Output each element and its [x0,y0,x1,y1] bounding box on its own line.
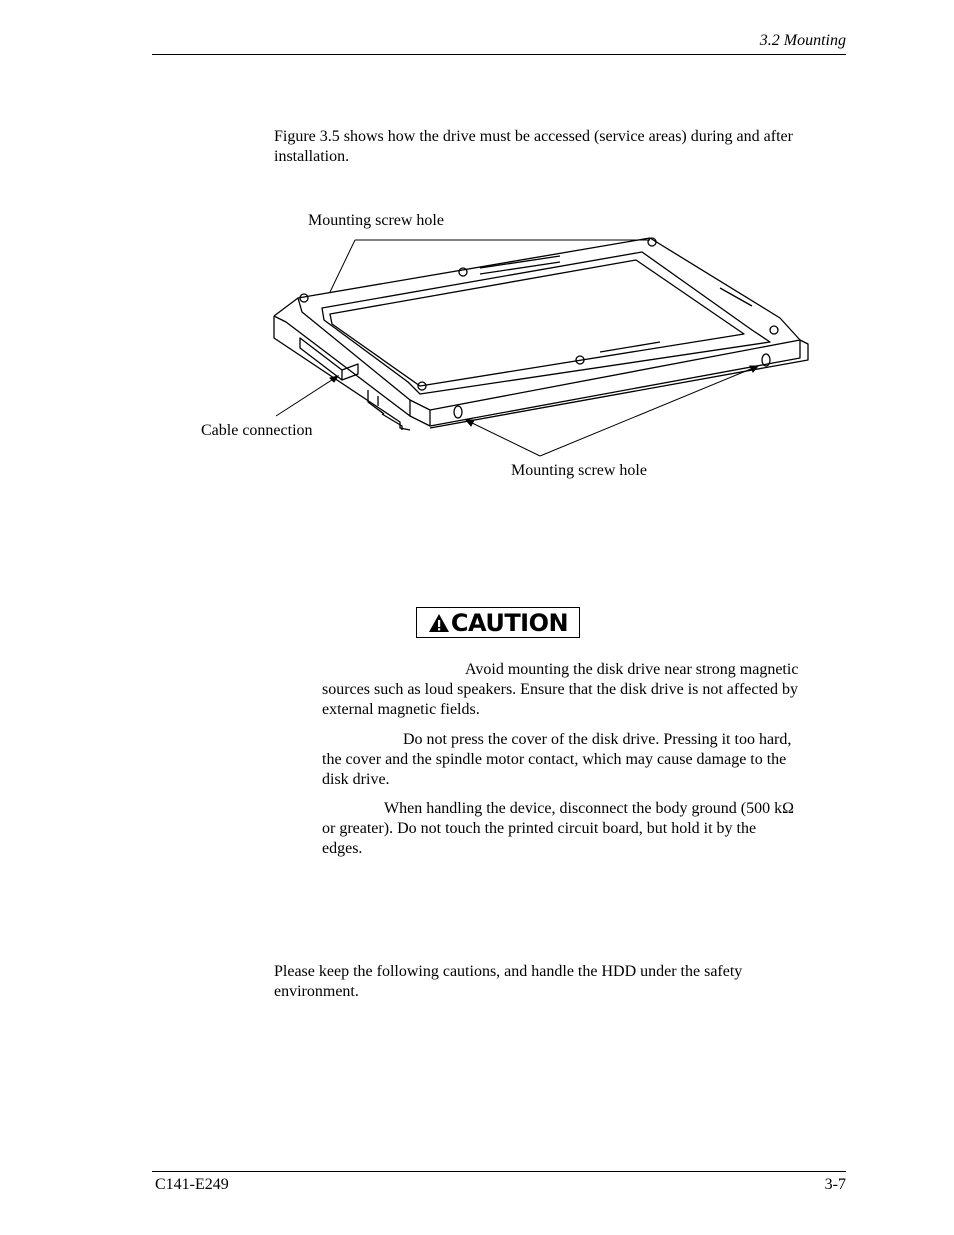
footer-page-number: 3-7 [824,1176,846,1193]
caution-title: CAUTION [450,608,569,637]
caution-item-static: When handling the device, disconnect the body ground (500 kΩ or greater). Do not touch the printed circuit board, but hold it by the edges. [322,800,795,857]
drive-front-side [430,340,800,426]
running-header: 3.2 Mounting [759,32,846,49]
handling-paragraph: Please keep the following cautions, and handle the HDD under the safety environment. [274,963,743,1000]
side-screw-hole-left [454,406,462,418]
header-rule [152,54,846,55]
caution-item-magnetic: Avoid mounting the disk drive near strong magnetic sources such as loud speakers. Ensure that the disk drive is not affected by external magnetic fields. [322,661,799,718]
label-cable-connection: Cable connection [201,422,313,439]
drive-label-area [322,252,770,394]
label-mounting-screw-hole-top: Mounting screw hole [308,212,444,229]
screw-hole-right [770,326,778,334]
caution-item-pressure: Do not press the cover of the disk drive. Pressing it too hard, the cover and the spindle motor contact, which may cause damage to the disk drive. [322,731,792,788]
label-mounting-screw-hole-bottom: Mounting screw hole [511,462,647,479]
intro-paragraph: Figure 3.5 shows how the drive must be accessed (service areas) during and after installation. [274,128,793,165]
warning-triangle-icon [428,612,450,634]
hdd-drive-illustration [260,230,820,470]
screw-hole-top-middle [459,268,467,276]
footer-doc-id: C141-E249 [155,1176,229,1193]
caution-banner [416,607,580,638]
footer-rule [152,1171,846,1172]
